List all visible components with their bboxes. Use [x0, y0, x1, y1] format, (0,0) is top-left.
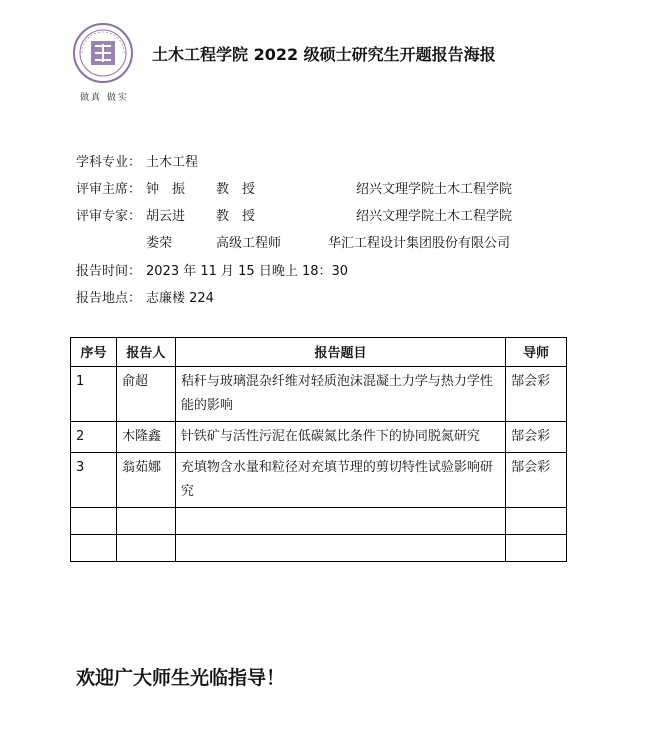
university-logo — [72, 22, 134, 84]
page-title: 土木工程学院 2022 级硕士研究生开题报告海报 — [152, 45, 496, 64]
cell-empty — [116, 508, 175, 535]
expert-name: 胡云进 — [146, 209, 186, 224]
major-label: 学科专业： — [76, 155, 142, 170]
header-topic: 报告题目 — [175, 338, 505, 367]
cell-advisor: 郜会彩 — [506, 422, 567, 453]
logo-motto: 做真 做实 — [80, 93, 129, 103]
cell-no: 1 — [71, 367, 117, 422]
report-table — [70, 337, 567, 562]
cell-no: 2 — [71, 422, 117, 453]
time-label: 报告时间： — [76, 264, 142, 279]
expert-org: 绍兴文理学院土木工程学院 — [356, 209, 513, 224]
cell-advisor: 郜会彩 — [506, 367, 567, 422]
table-row — [71, 453, 567, 508]
cell-empty — [116, 535, 175, 562]
chair-label: 评审主席： — [76, 182, 142, 197]
expert-title: 高级工程师 — [216, 236, 282, 251]
place-label: 报告地点： — [76, 291, 142, 306]
cell-empty — [175, 508, 505, 535]
chair-name: 钟 振 — [146, 182, 186, 197]
expert-title: 教 授 — [216, 209, 256, 224]
place-value: 志廉楼 224 — [146, 291, 214, 306]
cell-empty — [506, 508, 567, 535]
cell-advisor: 郜会彩 — [506, 453, 567, 508]
header-presenter: 报告人 — [116, 338, 175, 367]
cell-topic: 充填物含水量和粒径对充填节理的剪切特性试验影响研究 — [175, 453, 505, 508]
empty-table-row — [71, 535, 567, 562]
cell-topic: 秸秆与玻璃混杂纤维对轻质泡沫混凝土力学与热力学性能的影响 — [175, 367, 505, 422]
cell-presenter: 木隆鑫 — [116, 422, 175, 453]
cell-presenter: 翁茹娜 — [116, 453, 175, 508]
major-value: 土木工程 — [146, 155, 199, 170]
welcome-message: 欢迎广大师生光临指导！ — [76, 667, 286, 689]
cell-presenter: 俞超 — [116, 367, 175, 422]
cell-no: 3 — [71, 453, 117, 508]
table-row — [71, 422, 567, 453]
header-no: 序号 — [71, 338, 117, 367]
cell-empty — [175, 535, 505, 562]
experts-label: 评审专家： — [76, 209, 142, 224]
header-advisor: 导师 — [506, 338, 567, 367]
empty-table-row — [71, 508, 567, 535]
chair-org: 绍兴文理学院土木工程学院 — [356, 182, 513, 197]
expert-name: 娄荣 — [146, 236, 173, 251]
cell-empty — [506, 535, 567, 562]
table-header-row — [71, 338, 567, 367]
cell-empty — [71, 535, 117, 562]
cell-empty — [71, 508, 117, 535]
expert-org: 华汇工程设计集团股份有限公司 — [328, 236, 511, 251]
time-value: 2023 年 11 月 15 日晚上 18：30 — [146, 264, 349, 279]
table-row — [71, 367, 567, 422]
chair-title: 教 授 — [216, 182, 256, 197]
cell-topic: 针铁矿与活性污泥在低碳氮比条件下的协同脱氮研究 — [175, 422, 505, 453]
